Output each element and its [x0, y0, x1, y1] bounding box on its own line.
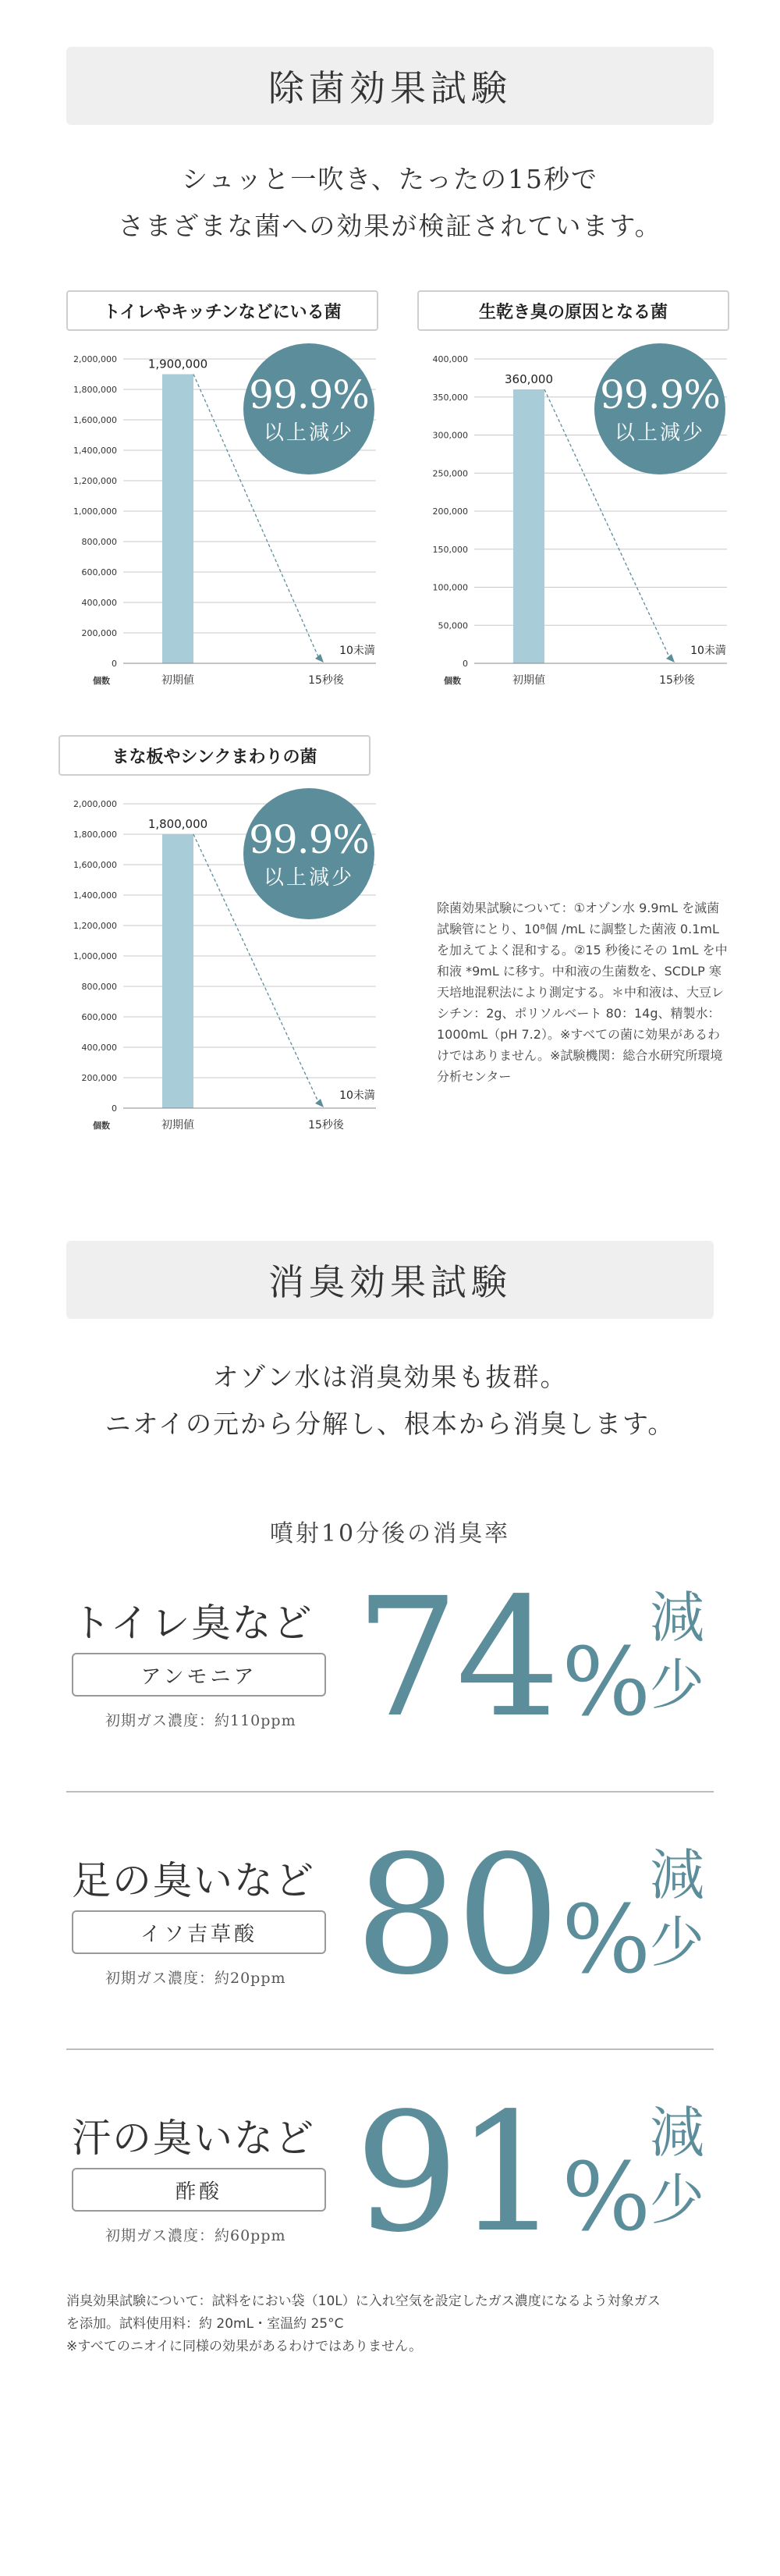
- odor-concentration: 初期ガス濃度：約20ppm: [105, 1970, 286, 1987]
- reduction-char-2: 少: [650, 1910, 704, 1974]
- badge-text: 以上減少: [614, 421, 705, 445]
- x-tick-label: 15秒後: [308, 674, 344, 685]
- x-tick-label: 15秒後: [659, 674, 695, 685]
- y-axis-label: 個数: [93, 676, 110, 685]
- sterilization-section-title: 除菌効果試験: [66, 47, 714, 125]
- y-tick-label: 1,600,000: [73, 860, 117, 870]
- odor-title: 足の臭いなど: [72, 1858, 315, 1903]
- y-tick-label: 2,000,000: [73, 354, 117, 364]
- x-tick-label: 初期値: [161, 674, 194, 685]
- note-line: を添加。試料使用料：約 20mL・室温約 25°C: [66, 2316, 344, 2332]
- percent-sign: %: [562, 1629, 648, 1737]
- chart-3-title: まな板やシンクまわりの菌: [58, 735, 370, 776]
- y-tick-label: 600,000: [81, 1012, 117, 1022]
- lead-line-1: シュッと一吹き、たったの15秒で: [181, 164, 598, 194]
- sterilization-note: 除菌効果試験について：①オゾン水 9.9mL を滅菌試験管にとり、10⁸個 /mL に調整した菌液 0.1mL を加えてよく混和する。②15 秒後にその 1mL を中和液 *9mL に移す。中和液の生菌数を、SCDLP 寒天培地混釈法により測定する。＊中和液は、大豆レシチン：2g、ポリソルベート 80：14g、精製水：1000mL（pH 7.2）。※すべての菌に効果があるわけではありません。※試験機関：総合水研究所環境分析センター: [437, 901, 728, 1084]
- data-label: 10未満: [339, 1089, 375, 1102]
- y-tick-label: 1,800,000: [73, 830, 117, 840]
- x-tick-label: 初期値: [512, 674, 545, 685]
- chart-2-title: 生乾き臭の原因となる菌: [417, 290, 729, 331]
- y-tick-label: 0: [112, 1103, 117, 1114]
- data-label: 1,800,000: [147, 817, 208, 831]
- y-tick-label: 300,000: [432, 430, 468, 441]
- divider: [66, 1791, 714, 1793]
- data-label: 10未満: [339, 645, 375, 657]
- deodorization-section-title: 消臭効果試験: [66, 1241, 714, 1319]
- chart-1-title: トイレやキッチンなどにいる菌: [66, 290, 378, 331]
- badge-percent: 99.9%: [249, 816, 369, 862]
- y-tick-label: 100,000: [432, 582, 468, 593]
- y-tick-label: 1,200,000: [73, 921, 117, 931]
- lead-line-2: ニオイの元から分解し、根本から消臭します。: [105, 1409, 675, 1439]
- data-label: 10未満: [690, 645, 726, 657]
- odor-substance: イソ吉草酸: [72, 1910, 326, 1954]
- bar: [513, 389, 544, 663]
- chart-1-badge: [243, 343, 374, 474]
- x-tick-label: 初期値: [161, 1119, 194, 1130]
- lead-line-1: オゾン水は消臭効果も抜群。: [212, 1362, 568, 1392]
- y-tick-label: 400,000: [81, 598, 117, 608]
- reduction-number: 91: [355, 2077, 558, 2269]
- badge-text: 以上減少: [263, 865, 354, 890]
- reduction-char-2: 少: [650, 1653, 704, 1717]
- deodorization-lead: [0, 1354, 780, 1448]
- odor-concentration: 初期ガス濃度：約110ppm: [105, 1712, 296, 1729]
- reduction-rate: [355, 1820, 648, 2011]
- arrowhead: [315, 654, 324, 663]
- y-tick-label: 1,400,000: [73, 890, 117, 901]
- y-tick-label: 0: [463, 659, 468, 669]
- arrowhead: [666, 654, 675, 663]
- reduction-label: [646, 1842, 708, 1976]
- y-tick-label: 1,200,000: [73, 476, 117, 486]
- data-label: 1,900,000: [147, 357, 208, 371]
- odor-concentration: 初期ガス濃度：約60ppm: [105, 2227, 286, 2244]
- y-tick-label: 1,800,000: [73, 385, 117, 395]
- y-tick-label: 400,000: [432, 354, 468, 364]
- x-tick-label: 15秒後: [308, 1119, 344, 1130]
- y-tick-label: 600,000: [81, 567, 117, 577]
- badge-percent: 99.9%: [249, 371, 369, 417]
- bar: [162, 375, 193, 664]
- odor-substance: アンモニア: [72, 1653, 326, 1697]
- arrowhead: [315, 1099, 324, 1107]
- lead-line-2: さまざまな菌への効果が検証されています。: [118, 211, 662, 241]
- odor-title: 汗の臭いなど: [72, 2116, 315, 2161]
- reduction-rate: [355, 2077, 648, 2269]
- y-axis-label: 個数: [93, 1121, 110, 1130]
- sterilization-lead: [0, 156, 780, 250]
- data-label: 360,000: [504, 372, 554, 386]
- chart-2-badge: [594, 343, 725, 474]
- y-tick-label: 400,000: [81, 1043, 117, 1053]
- percent-sign: %: [562, 1886, 648, 1995]
- reduction-char-1: 減: [650, 1586, 704, 1650]
- y-tick-label: 150,000: [432, 544, 468, 555]
- note-line: ※すべてのニオイに同様の効果があるわけではありません。: [66, 2339, 423, 2354]
- percent-sign: %: [562, 2144, 648, 2252]
- reduction-char-2: 少: [650, 2168, 704, 2232]
- badge-percent: 99.9%: [600, 371, 720, 417]
- y-tick-label: 800,000: [81, 537, 117, 547]
- y-tick-label: 1,000,000: [73, 506, 117, 517]
- deodorization-subtitle: 噴射10分後の消臭率: [269, 1520, 511, 1547]
- y-axis-label: 個数: [444, 676, 461, 685]
- odor-substance: 酢酸: [72, 2168, 326, 2212]
- y-tick-label: 0: [112, 659, 117, 669]
- y-tick-label: 800,000: [81, 982, 117, 992]
- reduction-rate: [355, 1562, 648, 1753]
- y-tick-label: 1,400,000: [73, 446, 117, 456]
- y-tick-label: 200,000: [432, 506, 468, 517]
- y-tick-label: 200,000: [81, 1073, 117, 1083]
- badge-text: 以上減少: [263, 421, 354, 445]
- y-tick-label: 350,000: [432, 392, 468, 403]
- bar: [162, 834, 193, 1108]
- reduction-char-1: 減: [650, 1843, 704, 1907]
- y-tick-label: 200,000: [81, 628, 117, 638]
- y-tick-label: 250,000: [432, 468, 468, 479]
- reduction-label: [646, 1584, 708, 1718]
- odor-title: トイレ臭など: [72, 1601, 314, 1646]
- reduction-number: 80: [355, 1820, 558, 2011]
- deodorization-note: [66, 2290, 737, 2358]
- y-tick-label: 1,600,000: [73, 415, 117, 425]
- chart-3-badge: [243, 788, 374, 919]
- reduction-char-1: 減: [650, 2101, 704, 2165]
- y-tick-label: 50,000: [438, 620, 468, 631]
- note-line: 消臭効果試験について：試料をにおい袋（10L）に入れ空気を設定したガス濃度になるよう対象ガス: [66, 2294, 661, 2309]
- y-tick-label: 2,000,000: [73, 799, 117, 809]
- y-tick-label: 1,000,000: [73, 951, 117, 961]
- reduction-label: [646, 2099, 708, 2233]
- divider: [66, 2048, 714, 2050]
- reduction-number: 74: [355, 1562, 558, 1753]
